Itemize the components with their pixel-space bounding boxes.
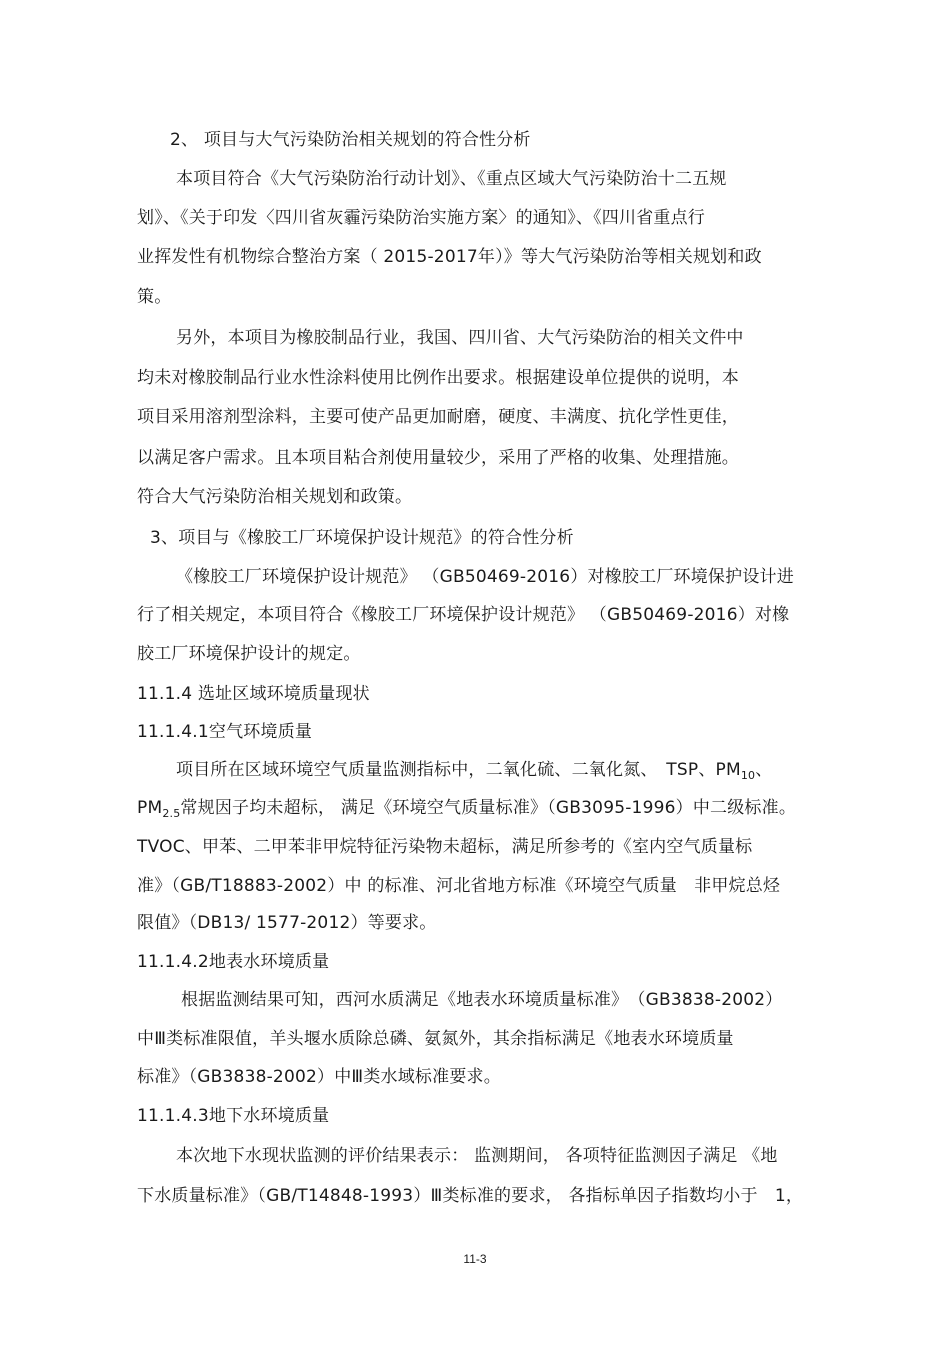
section-heading: 3、项目与《橡胶工厂环境保护设计规范》的符合性分析 (150, 528, 574, 548)
paragraph-line: 限值》（DB13/ 1577-2012）等要求。 (137, 913, 437, 933)
paragraph-line: 行了相关规定，本项目符合《橡胶工厂环境保护设计规范》 （GB50469-2016）对橡 (137, 605, 790, 625)
paragraph-line: 业挥发性有机物综合整治方案（ 2015-2017年）》等大气污染防治等相关规划和政 (137, 247, 762, 267)
paragraph-line: 本项目符合《大气污染防治行动计划》、《重点区域大气污染防治十二五规 (176, 169, 727, 189)
section-heading: 2、 项目与大气污染防治相关规划的符合性分析 (170, 130, 531, 150)
page-number: 11-3 (463, 1252, 487, 1266)
paragraph-line: 根据监测结果可知，西河水质满足《地表水环境质量标准》 （GB3838-2002） (181, 990, 783, 1010)
text-run: 项目所在区域环境空气质量监测指标中，二氧化硫、二氧化氮、 TSP、PM (176, 760, 741, 780)
paragraph-line (137, 797, 796, 821)
paragraph-line: 划》、《关于印发〈四川省灰霾污染防治实施方案〉的通知》、《四川省重点行 (137, 208, 705, 228)
paragraph-line (176, 759, 772, 783)
paragraph-line: 《橡胶工厂环境保护设计规范》 （GB50469-2016）对橡胶工厂环境保护设计进 (176, 567, 794, 587)
paragraph-line: TVOC、甲苯、二甲苯非甲烷特征污染物未超标，满足所参考的《室内空气质量标 (137, 837, 753, 857)
paragraph-line: 符合大气污染防治相关规划和政策。 (137, 487, 413, 507)
paragraph-line: 胶工厂环境保护设计的规定。 (137, 644, 361, 664)
paragraph-line: 策。 (137, 287, 172, 307)
subsection-heading: 11.1.4.2地表水环境质量 (137, 952, 330, 972)
paragraph-line: 另外，本项目为橡胶制品行业，我国、四川省、大气污染防治的相关文件中 (176, 328, 744, 348)
subscript: 10 (740, 769, 756, 782)
subsection-heading: 11.1.4.3地下水环境质量 (137, 1106, 330, 1126)
paragraph-line: 均未对橡胶制品行业水性涂料使用比例作出要求。根据建设单位提供的说明，本 (137, 368, 739, 388)
text-run: PM (137, 798, 163, 818)
paragraph-line: 准》（GB/T18883-2002）中 的标准、河北省地方标准《环境空气质量 非甲烷总烃 (137, 876, 781, 896)
subscript: 2.5 (162, 807, 181, 820)
subsection-heading: 11.1.4 选址区域环境质量现状 (137, 684, 370, 704)
subsection-heading: 11.1.4.1空气环境质量 (137, 722, 313, 742)
text-run: 常规因子均未超标， 满足《环境空气质量标准》（GB3095-1996）中二级标准。 (180, 798, 797, 818)
paragraph-line: 以满足客户需求。且本项目粘合剂使用量较少，采用了严格的收集、处理措施。 (137, 448, 739, 468)
paragraph-line: 标准》（GB3838-2002）中Ⅲ类水域标准要求。 (137, 1067, 501, 1087)
text-run: 、 (755, 760, 773, 780)
paragraph-line: 本次地下水现状监测的评价结果表示： 监测期间， 各项特征监测因子满足 《地 (176, 1146, 778, 1166)
paragraph-line: 项目采用溶剂型涂料，主要可使产品更加耐磨，硬度、丰满度、抗化学性更佳， (137, 407, 739, 427)
paragraph-line: 中Ⅲ类标准限值，羊头堰水质除总磷、氨氮外，其余指标满足《地表水环境质量 (137, 1029, 734, 1049)
paragraph-line: 下水质量标准》（GB/T14848-1993）Ⅲ类标准的要求， 各指标单因子指数均小于 1， (137, 1186, 804, 1206)
